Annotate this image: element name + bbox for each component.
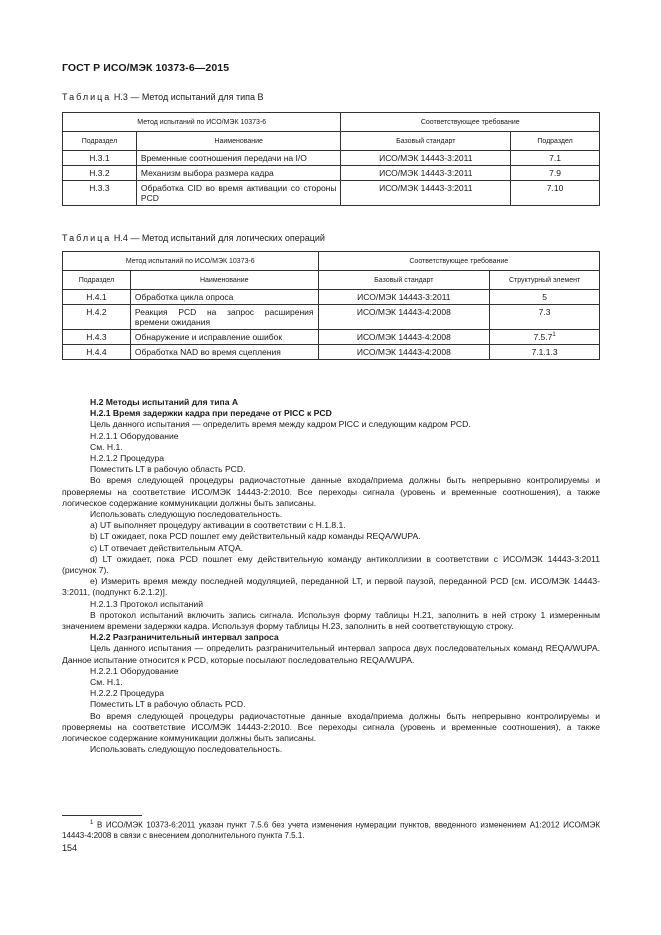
paragraph: Н.2.1.2 Процедура xyxy=(90,453,165,464)
cell-ref: 7.1 xyxy=(511,151,600,166)
col-header-standard: Базовый стандарт xyxy=(318,271,490,290)
col-header-structural-element: Структурный элемент xyxy=(490,271,600,290)
footnote-divider xyxy=(62,815,142,816)
table-row xyxy=(63,345,600,360)
body-text xyxy=(62,397,600,756)
paragraph: См. Н.1. xyxy=(90,441,123,452)
paragraph: c) LT отвечает действительным ATQA. xyxy=(90,542,244,553)
cell-name: Обработка цикла опроса xyxy=(130,290,318,305)
caption-prefix: Таблица xyxy=(62,92,112,102)
table-h4-caption xyxy=(62,233,325,243)
cell-ref: 7.10 xyxy=(511,181,600,206)
cell-ref: 7.5.7$^1$ xyxy=(490,330,600,345)
paragraph: Н.2.1.3 Протокол испытаний xyxy=(90,598,204,609)
col-header-name: Наименование xyxy=(136,132,341,151)
caption-text: Н.4 — Метод испытаний для логических операций xyxy=(113,233,325,243)
group-header-method: Метод испытаний по ИСО/МЭК 10373-6 xyxy=(63,113,341,132)
paragraph: Цель данного испытания — определить разграничительный интервал запроса двух последовательных команд REQA/WUPA. Данное испытание относится к PCD, которые посылают последовательно REQA/WUPA. xyxy=(62,643,600,665)
cell-subsection: Н.4.3 xyxy=(63,330,131,345)
cell-name: Механизм выбора размера кадра xyxy=(136,166,341,181)
cell-standard: ИСО/МЭК 14443-3:2011 xyxy=(341,166,511,181)
cell-standard: ИСО/МЭК 14443-4:2008 xyxy=(318,305,490,330)
section-heading: Н.2.2 Разграничительный интервал запроса xyxy=(90,632,279,643)
paragraph: В протокол испытаний включить запись сигнала. Используя форму таблицы Н.21, заполнить в ней строку 1 измеренным значением времени задержки кадра. Используя форму таблицы Н.23, заполнить в ней соответствующую строку. xyxy=(62,609,600,632)
caption-prefix: Таблица xyxy=(62,233,112,243)
cell-name: Реакция PCD на запрос расширения времени ожидания xyxy=(130,305,318,330)
col-header-subsection: Подраздел xyxy=(63,271,131,290)
paragraph: Использовать следующую последовательность. xyxy=(90,509,283,520)
cell-name: Обнаружение и исправление ошибок xyxy=(130,330,318,345)
document-header: ГОСТ Р ИСО/МЭК 10373-6—2015 xyxy=(62,62,230,74)
cell-name: Обработка CID во время активации со стороны PCD xyxy=(136,181,341,206)
footnote-marker: 1 xyxy=(90,820,94,826)
cell-standard: ИСО/МЭК 14443-4:2008 xyxy=(318,345,490,360)
table-h3 xyxy=(62,112,600,206)
cell-standard: ИСО/МЭК 14443-3:2011 xyxy=(341,151,511,166)
section-heading: Н.2 Методы испытаний для типа А xyxy=(90,397,239,407)
page-number: 154 xyxy=(62,843,78,853)
paragraph: Н.2.2.1 Оборудование xyxy=(90,665,179,676)
cell-subsection: Н.3.3 xyxy=(63,181,137,206)
table-row xyxy=(63,166,600,181)
col-header-name: Наименование xyxy=(130,271,318,290)
cell-ref: 7.9 xyxy=(511,166,600,181)
paragraph: Во время следующей процедуры радиочастотные данные входа/приема должны быть непрерывно контролируемы и проверяемы на соответствие ИСО/МЭК 14443-2:2010. Все переходы сигнала (уровень и временные соотношения), а также логическое содержание коммуникации должны быть записаны. xyxy=(62,475,600,508)
paragraph: b) LT ожидает, пока PCD пошлет ему действительный кадр команды REQA/WUPA. xyxy=(90,531,421,542)
table-row xyxy=(63,305,600,330)
col-header-subsection: Подраздел xyxy=(63,132,137,151)
cell-standard: ИСО/МЭК 14443-4:2008 xyxy=(318,330,490,345)
table-h3-caption xyxy=(62,92,264,102)
cell-standard: ИСО/МЭК 14443-3:2011 xyxy=(318,290,490,305)
footnote-ref: 1 xyxy=(552,332,556,339)
cell-subsection: Н.3.2 xyxy=(63,166,137,181)
paragraph: e) Измерить время между последней модуляцией, переданной LT, и первой паузой, переданной PCD [см. ИСО/МЭК 14443-3:2011, (подпункт 6.2.1.2)]. xyxy=(62,576,600,598)
section-heading: Н.2.1 Время задержки кадра при передаче от PICC к PCD xyxy=(90,408,332,419)
footnote-text: В ИСО/МЭК 10373-6:2011 указан пункт 7.5.6 без учета изменения нумерации пунктов, введенного изменением А1:2012 ИСО/МЭК 14443-4:2008 в связи с внесением дополнительного пункта 7.5.1. xyxy=(62,820,600,841)
paragraph: См. Н.1. xyxy=(90,677,123,688)
caption-text: Н.3 — Метод испытаний для типа В xyxy=(113,92,264,102)
table-h4 xyxy=(62,251,600,360)
paragraph: Использовать следующую последовательность. xyxy=(90,744,283,755)
paragraph: Поместить LT в рабочую область PCD. xyxy=(90,464,246,475)
table-row xyxy=(63,151,600,166)
table-row xyxy=(63,330,600,345)
col-header-standard: Базовый стандарт xyxy=(341,132,511,151)
table-row xyxy=(63,290,600,305)
paragraph: Н.2.1.1 Оборудование xyxy=(90,430,179,441)
col-header-ref: Подраздел xyxy=(511,132,600,151)
paragraph: d) LT ожидает, пока PCD пошлет ему действительную команду антиколлизии в соответствии с ИСО/МЭК 14443-3:2011 (рисунок 7). xyxy=(62,553,600,576)
group-header-method: Метод испытаний по ИСО/МЭК 10373-6 xyxy=(63,252,319,271)
group-header-requirement: Соответствующее требование xyxy=(318,252,599,271)
cell-name: Временные соотношения передачи на I/O xyxy=(136,151,341,166)
cell-subsection: Н.4.1 xyxy=(63,290,131,305)
paragraph: Н.2.2.2 Процедура xyxy=(90,688,165,699)
cell-standard: ИСО/МЭК 14443-3:2011 xyxy=(341,181,511,206)
paragraph: Во время следующей процедуры радиочастотные данные входа/приема должны быть непрерывно контролируемы и проверяемы на соответствие ИСО/МЭК 14443-2:2010. Все переходы сигнала (уровень и временные соотношения), а также логическое содержание коммуникации должны быть записаны. xyxy=(62,710,600,744)
cell-ref: 5 xyxy=(490,290,600,305)
group-header-requirement: Соответствующее требование xyxy=(341,113,600,132)
cell-subsection: Н.4.4 xyxy=(63,345,131,360)
cell-subsection: Н.3.1 xyxy=(63,151,137,166)
cell-ref: 7.1.1.3 xyxy=(490,345,600,360)
paragraph: Поместить LT в рабочую область PCD. xyxy=(90,699,246,710)
cell-ref: 7.3 xyxy=(490,305,600,330)
paragraph: a) UT выполняет процедуру активации в соответствии с Н.1.8.1. xyxy=(90,520,346,531)
table-row xyxy=(63,181,600,206)
cell-name: Обработка NAD во время сцепления xyxy=(130,345,318,360)
cell-subsection: Н.4.2 xyxy=(63,305,131,330)
footnote xyxy=(62,818,600,842)
paragraph: Цель данного испытания — определить время между кадром PICC и следующим кадром PCD. xyxy=(90,419,471,430)
